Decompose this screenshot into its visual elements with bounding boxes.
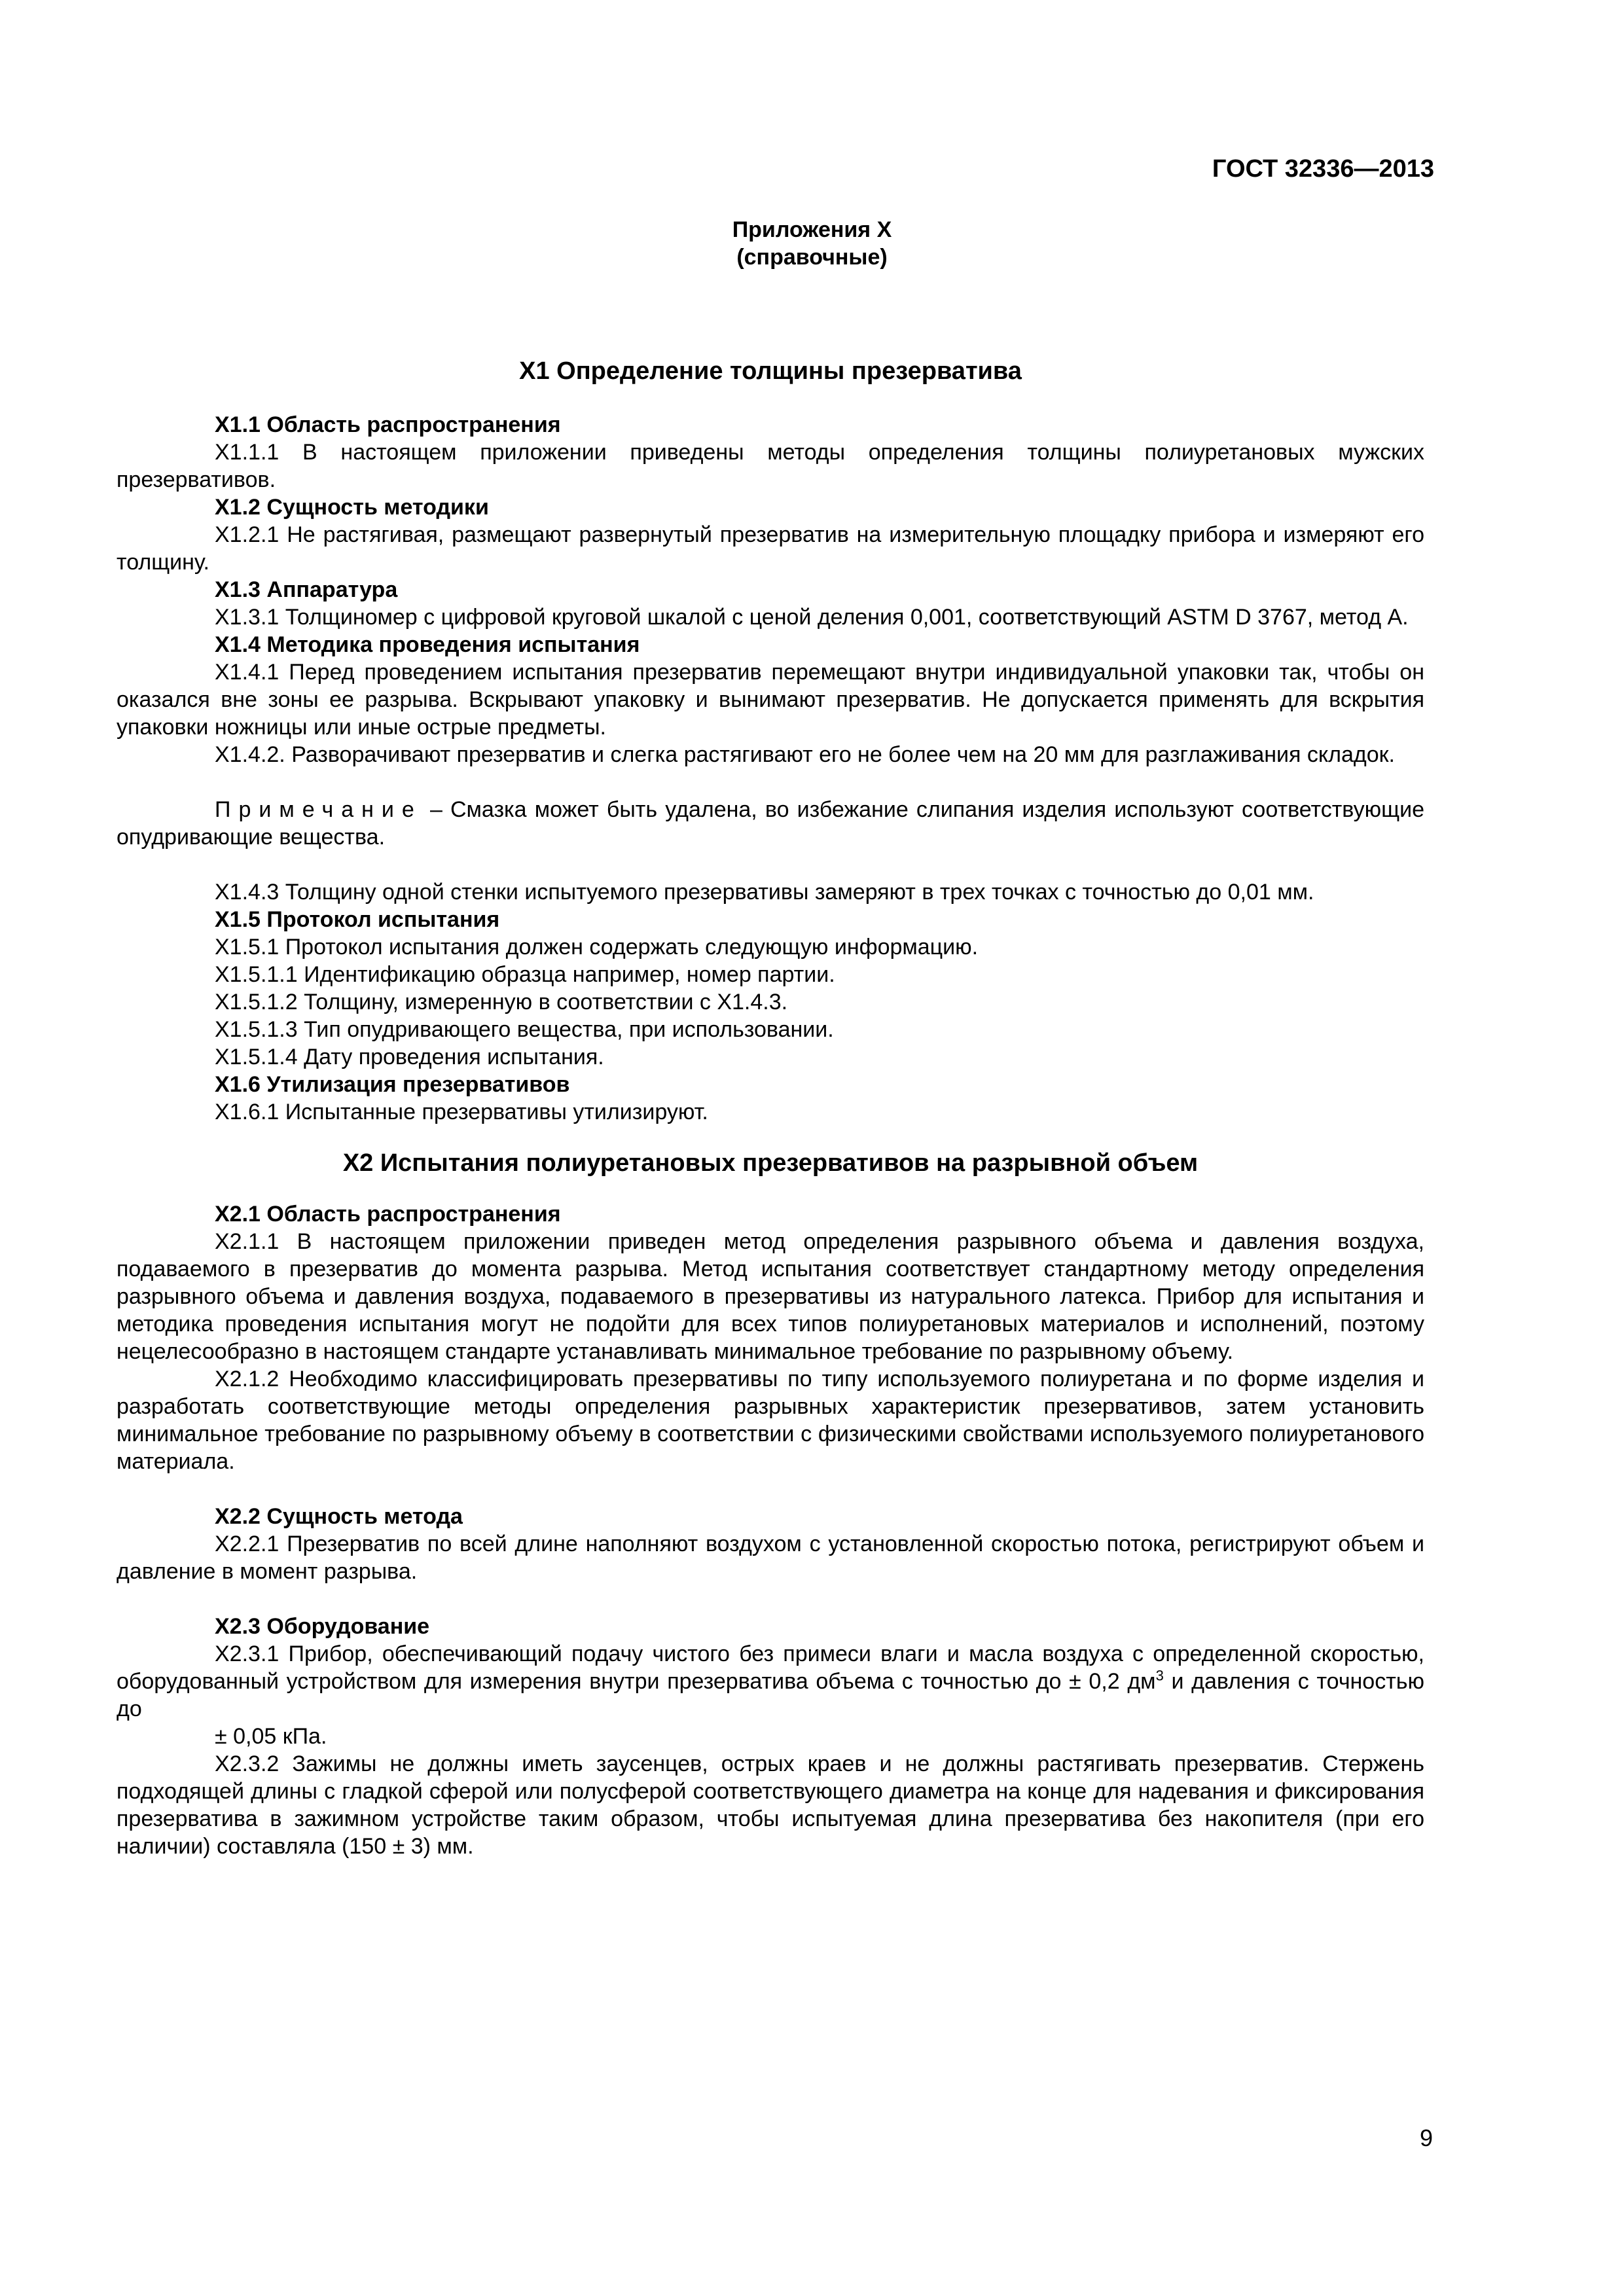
spacer	[117, 1475, 1424, 1503]
section-x1-title: Х1 Определение толщины презерватива	[519, 357, 1022, 385]
paragraph: Х1.4.2. Разворачивают презерватив и слегка растягивают его не более чем на 20 мм для разглаживания складок.	[215, 742, 1395, 767]
paragraph: Х1.5.1.1 Идентификацию образца например, номер партии.	[215, 962, 835, 987]
paragraph: Х1.5.1.3 Тип опудривающего вещества, при использовании.	[215, 1017, 834, 1042]
document-body	[117, 356, 1424, 1860]
subsection-title: Х1.5 Протокол испытания	[215, 907, 500, 932]
annex-title: Приложения Х	[732, 217, 892, 242]
annex-heading	[0, 216, 1624, 271]
standard-number: ГОСТ 32336—2013	[1212, 155, 1434, 183]
spacer	[117, 1585, 1424, 1613]
note-text: – Смазка может быть удалена, во избежание слипания изделия используют соответствующие опудривающие вещества.	[117, 797, 1424, 850]
paragraph	[117, 1640, 1424, 1723]
page-number: 9	[1419, 2125, 1433, 2151]
paragraph-part: и давления с точностью до	[117, 1669, 1425, 1721]
section-x2-title: Х2 Испытания полиуретановых презервативов на разрывной объем	[342, 1149, 1199, 1177]
paragraph: Х1.4.3 Толщину одной стенки испытуемого презервативы замеряют в трех точках с точностью до 0,01 мм.	[215, 880, 1314, 905]
paragraph: Х2.1.2 Необходимо классифицировать презервативы по типу используемого полиуретана и по форме изделия и разработать соответствующие методы определения разрывных характеристик презервативов, затем установить минимальное требование по разрывному объему в соответствии с физическими свойствами используемого полиуретанового материала.	[117, 1367, 1424, 1474]
paragraph: ± 0,05 кПа.	[215, 1724, 327, 1749]
paragraph: Х1.1.1 В настоящем приложении приведены методы определения толщины полиуретановых мужских презервативов.	[117, 440, 1424, 492]
subsection-title: Х2.1 Область распространения	[215, 1202, 561, 1227]
paragraph: Х2.3.2 Зажимы не должны иметь заусенцев, острых краев и не должны растягивать презерватив. Стержень подходящей длины с гладкой сферой или полусферой соответствующего диаметра на конце для надевания и фиксирования презерватива в зажимном устройстве таким образом, чтобы испытуемая длина презерватива без накопителя (при его наличии) составляла (150 ± 3) мм.	[117, 1751, 1424, 1859]
paragraph: Х1.5.1 Протокол испытания должен содержать следующую информацию.	[215, 935, 979, 960]
subsection-title: Х1.4 Методика проведения испытания	[215, 632, 640, 657]
superscript: 3	[1155, 1667, 1164, 1684]
subsection-title: Х1.3 Аппаратура	[215, 577, 398, 602]
subsection-title: Х1.6 Утилизация презервативов	[215, 1072, 570, 1097]
paragraph: Х1.5.1.2 Толщину, измеренную в соответствии с Х1.4.3.	[215, 990, 788, 1014]
subsection-title: Х1.2 Сущность методики	[215, 495, 489, 520]
spacer	[117, 768, 1424, 796]
paragraph: Х1.5.1.4 Дату проведения испытания.	[215, 1045, 604, 1069]
paragraph: Х1.4.1 Перед проведением испытания презерватив перемещают внутри индивидуальной упаковки так, чтобы он оказался вне зоны ее разрыва. Вскрывают упаковку и вынимают презерватив. Не допускается применять для вскрытия упаковки ножницы или иные острые предметы.	[117, 660, 1424, 740]
annex-subtitle: (справочные)	[736, 245, 888, 270]
paragraph: Х1.2.1 Не растягивая, размещают развернутый презерватив на измерительную площадку прибора и измеряют его толщину.	[117, 522, 1424, 575]
paragraph: Х2.2.1 Презерватив по всей длине наполняют воздухом с установленной скоростью потока, регистрируют объем и давление в момент разрыва.	[117, 1532, 1424, 1584]
subsection-title: Х2.2 Сущность метода	[215, 1504, 463, 1529]
note-label: Примечание	[215, 797, 422, 822]
paragraph: Х1.3.1 Толщиномер с цифровой круговой шкалой с ценой деления 0,001, соответствующий ASTM D 3767, метод А.	[215, 605, 1409, 630]
spacer	[117, 851, 1424, 878]
paragraph: Х2.1.1 В настоящем приложении приведен метод определения разрывного объема и давления воздуха, подаваемого в презерватив до момента разрыва. Метод испытания соответствует стандартному методу определения разрывного объема и давления воздуха, подаваемого в презервативы из натурального латекса. Прибор для испытания и методика проведения испытания могут не подойти для всех типов полиуретановых материалов и исполнений, поэтому нецелесообразно в настоящем стандарте устанавливать минимальное требование по разрывному объему.	[117, 1229, 1424, 1364]
paragraph-part: Х2.3.1 Прибор, обеспечивающий подачу чистого без примеси влаги и масла воздуха с определенной скоростью, оборудованный устройством для измерения внутри презерватива объема с точностью до ± 0,2 дм	[117, 1641, 1424, 1694]
note	[117, 796, 1424, 851]
subsection-title: Х1.1 Область распространения	[215, 412, 561, 437]
paragraph: Х1.6.1 Испытанные презервативы утилизируют.	[215, 1100, 708, 1124]
subsection-title: Х2.3 Оборудование	[215, 1614, 430, 1639]
